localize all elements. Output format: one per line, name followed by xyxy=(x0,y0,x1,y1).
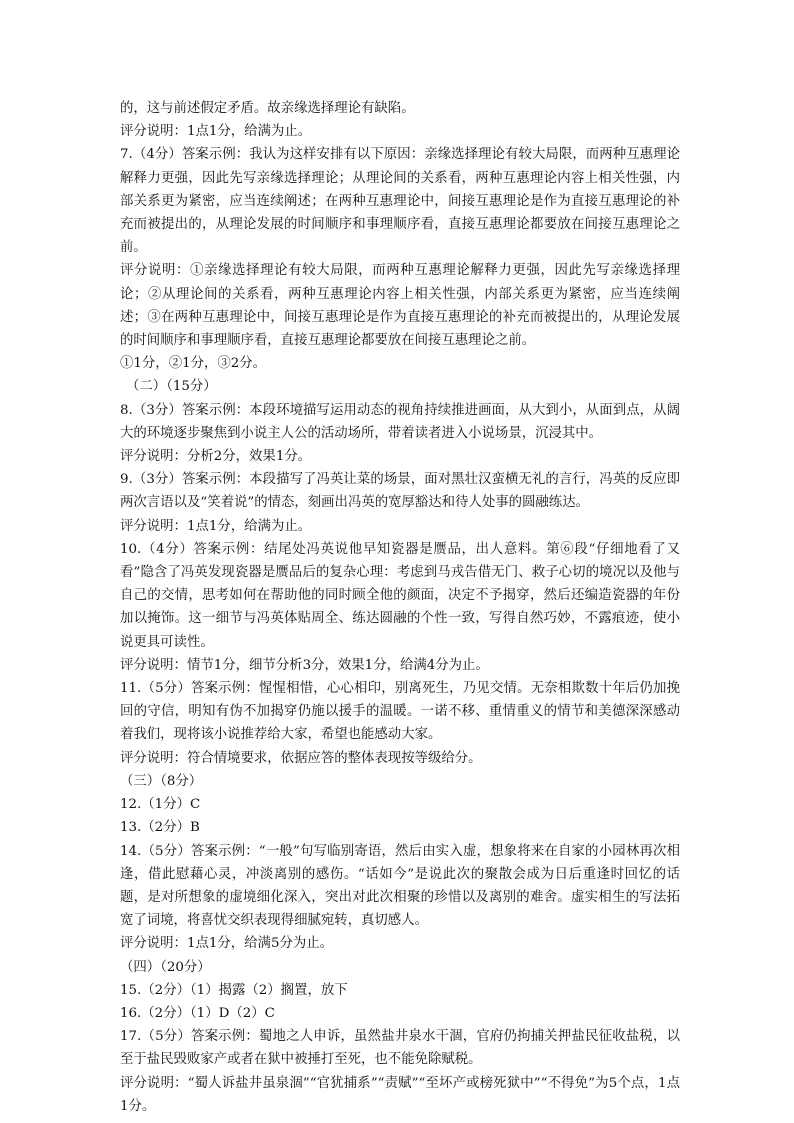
answer-q12: 12.（1分）C xyxy=(120,797,201,813)
answer-q9: 9.（3分）答案示例：本段描写了冯英让菜的场景，面对黑壮汉蛮横无礼的言行，冯英的反应即两次言语以及“笑着说”的情态，刻画出冯英的宽厚豁达和待人处事的圆融练达。 xyxy=(120,472,680,511)
scoring-points: ①1分，②1分，③2分。 xyxy=(120,356,267,372)
scoring-note: 评分说明：“蜀人诉盐井虽泉涸”“官犹捕系”“责赋”“至坏产或榜死狱中”“不得免”为5个点，1点1分。 xyxy=(120,1075,680,1114)
section-heading: （三）（8分） xyxy=(120,773,203,789)
section-heading: （二）（15分） xyxy=(126,379,217,395)
scoring-note: 评分说明：1点1分，给满为止。 xyxy=(120,124,312,140)
scoring-note: 评分说明：1点1分，给满为止。 xyxy=(120,518,312,534)
answer-q17: 17.（5分）答案示例：蜀地之人申诉，虽然盐井泉水干涸，官府仍拘捕关押盐民征收盐税，以至于盐民毁败家产或者在狱中被捶打至死，也不能免除赋税。 xyxy=(120,1029,680,1068)
scoring-note: 评分说明：分析2分，效果1分。 xyxy=(120,449,312,465)
text-line: 的，这与前述假定矛盾。故亲缘选择理论有缺陷。 xyxy=(120,101,415,116)
scoring-note: 评分说明：情节1分，细节分析3分，效果1分，给满4分为止。 xyxy=(120,657,489,673)
answer-q14: 14.（5分）答案示例：“一般”句写临别寄语，然后由实入虚，想象将来在自家的小园林再次相逢，借此慰藉心灵，冲淡离别的感伤。“话如今”是说此次的聚散会成为日后重逢时回忆的话题，是对所想象的虚境细化深入，突出对此次相聚的珍惜以及离别的难舍。虚实相生的写法拓宽了词境，将喜忧交织表现得细腻宛转，真切感人。 xyxy=(120,843,680,929)
scoring-note: 评分说明：①亲缘选择理论有较大局限，而两种互惠理论解释力更强，因此先写亲缘选择理论；②从理论间的关系看，两种互惠理论内容上相关性强，内部关系更为紧密，应当连续阐述；③在两种互惠理论中，间接互惠理论是作为直接互惠理论的补充而被提出的，从理论发展的时间顺序和事理顺序看，直接互惠理论都要放在间接互惠理论之前。 xyxy=(120,263,680,349)
answer-q15: 15.（2分）（1）揭露（2）搁置，放下 xyxy=(120,982,348,998)
answer-q16: 16.（2分）（1）D（2）C xyxy=(120,1005,275,1021)
answer-q13: 13.（2分）B xyxy=(120,820,200,836)
answer-q10: 10.（4分）答案示例：结尾处冯英说他早知瓷器是赝品，出人意料。第⑥段“仔细地看了又看”隐含了冯英发现瓷器是赝品后的复杂心理：考虑到马戎告借无门、救子心切的境况以及他与自己的交情，思考如何在帮助他的同时顾全他的颜面，决定不予揭穿，然后还编造瓷器的年份加以掩饰。这一细节与冯英体贴周全、练达圆融的个性一致，写得自然巧妙，不露痕迹，使小说更具可读性。 xyxy=(120,541,680,650)
answer-key-document xyxy=(120,97,680,1118)
scoring-note: 评分说明：符合情境要求，依据应答的整体表现按等级给分。 xyxy=(120,750,482,766)
answer-q7: 7.（4分）答案示例：我认为这样安排有以下原因：亲缘选择理论有较大局限，而两种互惠理论解释力更强，因此先写亲缘选择理论；从理论间的关系看，两种互惠理论内容上相关性强，内部关系更为紧密，应当连续阐述；在两种互惠理论中，间接互惠理论是作为直接互惠理论的补充而被提出的，从理论发展的时间顺序和事理顺序看，直接互惠理论都要放在间接互惠理论之前。 xyxy=(120,147,680,256)
section-heading: （四）（20分） xyxy=(120,959,211,975)
answer-q11: 11.（5分）答案示例：惺惺相惜，心心相印，别离死生，乃见交情。无奈相欺数十年后仍加挽回的守信，明知有伪不加揭穿仍施以援手的温暖。一诺不移、重情重义的情节和美德深深感动着我们，现将该小说推荐给大家，希望也能感动大家。 xyxy=(120,681,680,743)
scoring-note: 评分说明：1点1分，给满5分为止。 xyxy=(120,936,334,952)
answer-q8: 8.（3分）答案示例：本段环境描写运用动态的视角持续推进画面，从大到小，从面到点，从阔大的环境逐步聚焦到小说主人公的活动场所，带着读者进入小说场景，沉浸其中。 xyxy=(120,402,680,441)
